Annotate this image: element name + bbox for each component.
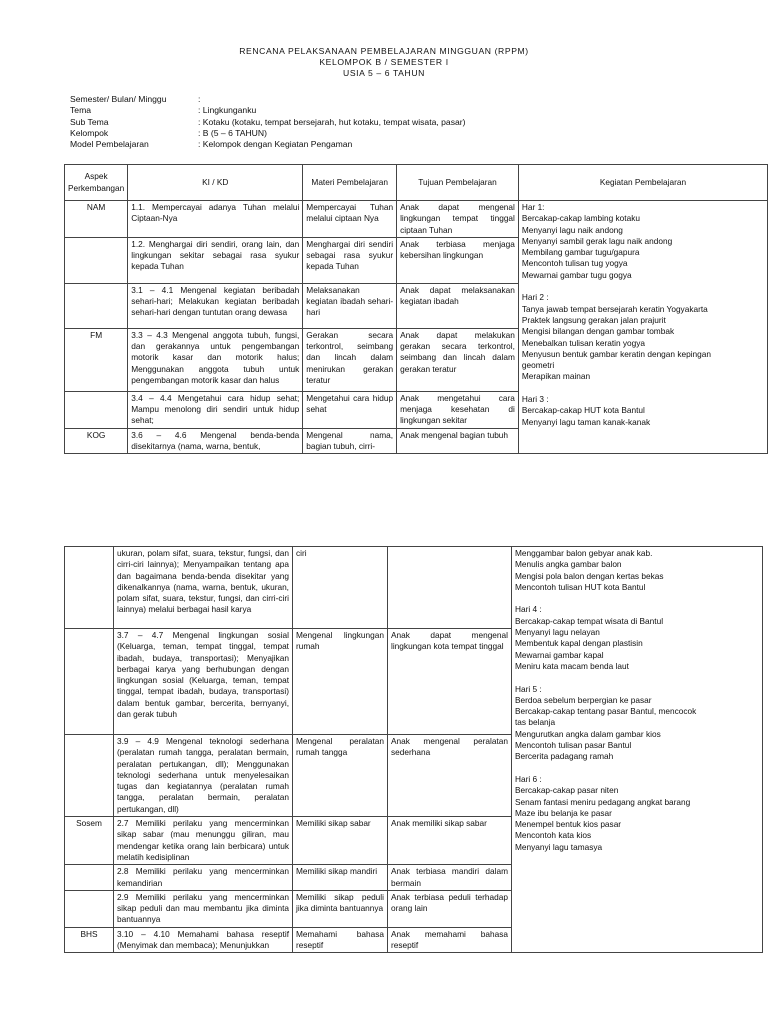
ki-cell: ukuran, polam sifat, suara, tekstur, fungsi, dan cirri-ciri lainnya); Menyampaikan tentang apa dan bagaimana benda-benda disekitar yang dikenalkannya (nama, warna, bentuk, ukuran, polam sifat, suara, tekstur, fungsi, dan cirri-ciri lainnya) melalui berbagai hasil karya [114,547,293,629]
ki-cell: 3.1 – 4.1 Mengenal kegiatan beribadah sehari-hari; Melakukan kegiatan beribadah sehari-hari dengan tuntutan orang dewasa [128,283,303,328]
column-header-aspek: Aspek Perkembangan [65,165,128,201]
kegiatan-line: Bercakap-cakap pasar niten [515,785,619,796]
ki-cell: 3.7 – 4.7 Mengenal lingkungan sosial (Keluarga, teman, tempat tinggal, tempat ibadah, budaya, transportasi); Menyajikan berbagai karya yang berhubungan dengan lingkungan sosial (Keluarga, teman, tempat tinggal, tempat ibadah, budaya, transportasi) dalam bentuk gambar, bercerita, bernyanyi, dan gerak tubuh [114,629,293,735]
tujuan-cell: Anak dapat mengenal lingkungan kota tempat tinggal [388,629,512,735]
ki-cell: 3.10 – 4.10 Memahami bahasa reseptif (Menyimak dan membaca); Menunjukkan [114,927,293,953]
aspek-cell [65,629,114,735]
kegiatan-line: Maze ibu belanja ke pasar [515,807,612,818]
ki-cell: 1.2. Menghargai diri sendiri, orang lain, dan lingkungan sekitar sebagai rasa syukur kepada Tuhan [128,237,303,283]
tujuan-cell: Anak terbiasa mandiri dalam bermain [388,865,512,891]
kegiatan-line: Tanya jawab tempat bersejarah keratin Yogyakarta [521,303,708,314]
kegiatan-spacer [515,593,759,604]
tujuan-cell: Anak mengetahui cara menjaga kesehatan di lingkungan sekitar [397,391,519,428]
kegiatan-line: Bercakap-cakap tentang pasar Bantul, mencocok [515,706,697,717]
kegiatan-line: Hari 4 : [515,604,542,615]
aspek-cell [65,283,128,328]
materi-cell: Mengenal lingkungan rumah [293,629,388,735]
materi-cell: Mempercayai Tuhan melalui ciptaan Nya [303,201,397,238]
kegiatan-line: Menyanyi lagu tamasya [515,841,603,852]
table-row [65,201,768,238]
rppm-table-page-1 [64,164,768,454]
column-header-ki-kd: KI / KD [128,165,303,201]
tujuan-cell: Anak mengenal peralatan sederhana [388,735,512,817]
kegiatan-line: Hari 5 : [515,683,542,694]
kegiatan-line: Menyusun bentuk gambar keratin dengan kepingan [521,348,712,359]
materi-cell: Melaksanakan kegiatan ibadah sehari-hari [303,283,397,328]
kegiatan-line: Berdoa sebelum berpergian ke pasar [515,694,652,705]
meta-value: : [198,94,201,104]
kegiatan-line: tas belanja [515,717,556,728]
kegiatan-line: Hari 3 : [521,394,549,405]
kegiatan-line: Mencontoh kata kios [515,830,592,841]
ki-cell: 2.7 Memiliki perilaku yang mencerminkan sikap sabar (mau menunggu giliran, mau mendengar ketika orang lain berbicara) untuk melatih kedisiplinan [114,817,293,865]
kegiatan-cell [512,547,763,953]
kegiatan-line: Mengisi bilangan dengan gambar tombak [521,326,675,337]
materi-cell: Mengenal nama, bagian tubuh, cirri- [303,428,397,454]
meta-block [70,94,466,150]
materi-cell: Gerakan secara terkontrol, seimbang dan lincah dalam menirukan gerakan teratur [303,328,397,391]
aspek-cell: BHS [65,927,114,953]
kegiatan-line: Menggambar balon gebyar anak kab. [515,548,653,558]
aspek-cell [65,890,114,927]
kegiatan-line: Bercakap-cakap HUT kota Bantul [521,405,645,416]
document-title: RENCANA PELAKSANAAN PEMBELAJARAN MINGGUAN (RPPM) [239,46,529,56]
materi-cell: Memiliki sikap mandiri [293,865,388,891]
table-header-row [65,165,768,201]
kegiatan-cell [518,201,767,454]
kegiatan-line: Menyanyi lagu taman kanak-kanak [521,416,651,427]
aspek-cell [65,735,114,817]
meta-value: : Lingkunganku [198,105,257,116]
meta-row-tema [70,105,466,116]
kegiatan-spacer [522,281,764,292]
tujuan-cell: Anak memahami bahasa reseptif [388,927,512,953]
kegiatan-line: Bercakap-cakap lambing kotaku [521,213,640,224]
kegiatan-line: Menyanyi lagu naik andong [521,224,623,235]
kegiatan-line: Mengisi pola balon dengan kertas bekas [515,570,664,581]
aspek-cell: NAM [65,201,128,238]
kegiatan-spacer [515,672,759,683]
materi-cell: Memiliki sikap peduli jika diminta bantuannya [293,890,388,927]
kegiatan-spacer [515,763,759,774]
tujuan-cell: Anak dapat melakukan gerakan secara terkontrol, seimbang dan lincah dalam gerakan teratur [397,328,519,391]
meta-value: : Kelompok dengan Kegiatan Pengaman [198,139,353,150]
kegiatan-line: Meniru kata macam benda laut [515,660,629,671]
ki-cell: 1.1. Mempercayai adanya Tuhan melalui Ciptaan-Nya [128,201,303,238]
aspek-cell [65,237,128,283]
aspek-cell: KOG [65,428,128,454]
aspek-cell: FM [65,328,128,391]
kegiatan-line: Menyanyi sambil gerak lagu naik andong [521,235,673,246]
ki-cell: 3.6 – 4.6 Mengenal benda-benda disekitarnya (nama, warna, bentuk, [128,428,303,454]
kegiatan-line: Mengurutkan angka dalam gambar kios [515,728,661,739]
meta-label: Kelompok [70,127,109,138]
kegiatan-line: Menulis angka gambar balon [515,559,622,570]
aspek-cell [65,865,114,891]
kegiatan-line: Hari 2 : [521,292,549,303]
ki-cell: 3.4 – 4.4 Mengetahui cara hidup sehat; Mampu menolong diri sendiri untuk hidup sehat; [128,391,303,428]
kegiatan-line: Praktek langsung gerakan jalan prajurit [521,314,666,325]
materi-cell: Memahami bahasa reseptif [293,927,388,953]
kegiatan-line: Menyanyi lagu nelayan [515,627,600,638]
tujuan-cell: Anak mengenal bagian tubuh [397,428,519,454]
meta-label: Semester/ Bulan/ Minggu [70,94,167,104]
tujuan-cell: Anak terbiasa peduli terhadap orang lain [388,890,512,927]
materi-cell: Mengetahui cara hidup sehat [303,391,397,428]
meta-row-subtema [70,117,466,128]
kegiatan-line: Mewarnai gambar kapal [515,649,604,660]
meta-value: : Kotaku (kotaku, tempat bersejarah, hut kotaku, tempat wisata, pasar) [198,116,466,127]
meta-label: Tema [70,105,92,116]
tujuan-cell: Anak terbiasa menjaga kebersihan lingkungan [397,237,519,283]
meta-label: Sub Tema [70,116,109,127]
kegiatan-line: Menempel bentuk kios pasar [515,819,622,830]
column-header-kegiatan: Kegiatan Pembelajaran [518,165,767,201]
aspek-cell: Sosem [65,817,114,865]
kegiatan-line: Hari 6 : [515,773,542,784]
tujuan-cell: Anak dapat melaksanakan kegiatan ibadah [397,283,519,328]
tujuan-cell: Anak dapat mengenal lingkungan tempat tinggal ciptaan Tuhan [397,201,519,238]
kegiatan-line: Har 1: [521,202,545,212]
tujuan-cell: Anak memiliki sikap sabar [388,817,512,865]
materi-cell: ciri [293,547,388,629]
kegiatan-line: Mewarnai gambar tugu gogya [521,269,632,280]
kegiatan-line: Membentuk kapal dengan plastisin [515,638,643,649]
column-header-tujuan: Tujuan Pembelajaran [397,165,519,201]
materi-cell: Menghargai diri sendiri sebagai rasa syukur kepada Tuhan [303,237,397,283]
materi-cell: Memiliki sikap sabar [293,817,388,865]
ki-cell: 2.8 Memiliki perilaku yang mencerminkan kemandirian [114,865,293,891]
document-subtitle-group: KELOMPOK B / SEMESTER I [319,57,449,67]
rppm-table-page-2 [64,546,763,953]
ki-cell: 3.3 – 4.3 Mengenal anggota tubuh, fungsi, dan gerakannya untuk pengembangan motorik kasar dan motorik halus; Menggunakan anggota tubuh untuk pengembangan motorik kasar dan halus [128,328,303,391]
meta-row-model [70,139,466,150]
meta-value: : B (5 – 6 TAHUN) [198,127,267,138]
meta-row-kelompok [70,128,466,139]
aspek-cell [65,547,114,629]
kegiatan-line: Membilang gambar tugu/gapura [521,247,640,258]
materi-cell: Mengenal peralatan rumah tangga [293,735,388,817]
column-header-materi: Materi Pembelajaran [303,165,397,201]
ki-cell: 3.9 – 4.9 Mengenal teknologi sederhana (peralatan rumah tangga, peralatan bermain, peralatan pertukangan, dll); Menggunakan teknologi sederhana untuk menyelesaikan tugas dan kegiatannya (peralatan rumah tangga, peralatan bermain, peralatan pertukangan, dll) [114,735,293,817]
kegiatan-line: Mencontoh tulisan pasar Bantul [515,740,632,751]
ki-cell: 2.9 Memiliki perilaku yang mencerminkan sikap peduli dan mau membantu jika diminta bantuannya [114,890,293,927]
meta-label: Model Pembelajaran [70,139,149,150]
kegiatan-spacer [522,383,764,394]
kegiatan-line: Merapikan mainan [521,371,591,382]
kegiatan-line: geometri [521,360,555,371]
kegiatan-list [515,548,759,948]
tujuan-cell [388,547,512,629]
kegiatan-line: Bercerita padagang ramah [515,751,614,762]
kegiatan-line: Bercakap-cakap tempat wisata di Bantul [515,615,664,626]
aspek-cell [65,391,128,428]
kegiatan-line: Senam fantasi meniru pedagang angkat barang [515,796,691,807]
document-subtitle-age: USIA 5 – 6 TAHUN [343,68,425,78]
kegiatan-line: Mencontoh tulisan tug yogya [521,258,628,269]
kegiatan-list [521,202,764,427]
kegiatan-line: Menebalkan tulisan keratin yogya [521,337,646,348]
table-row [65,547,763,629]
kegiatan-line: Mencontoh tulisan HUT kota Bantul [515,581,646,592]
meta-row-semester [70,94,466,105]
